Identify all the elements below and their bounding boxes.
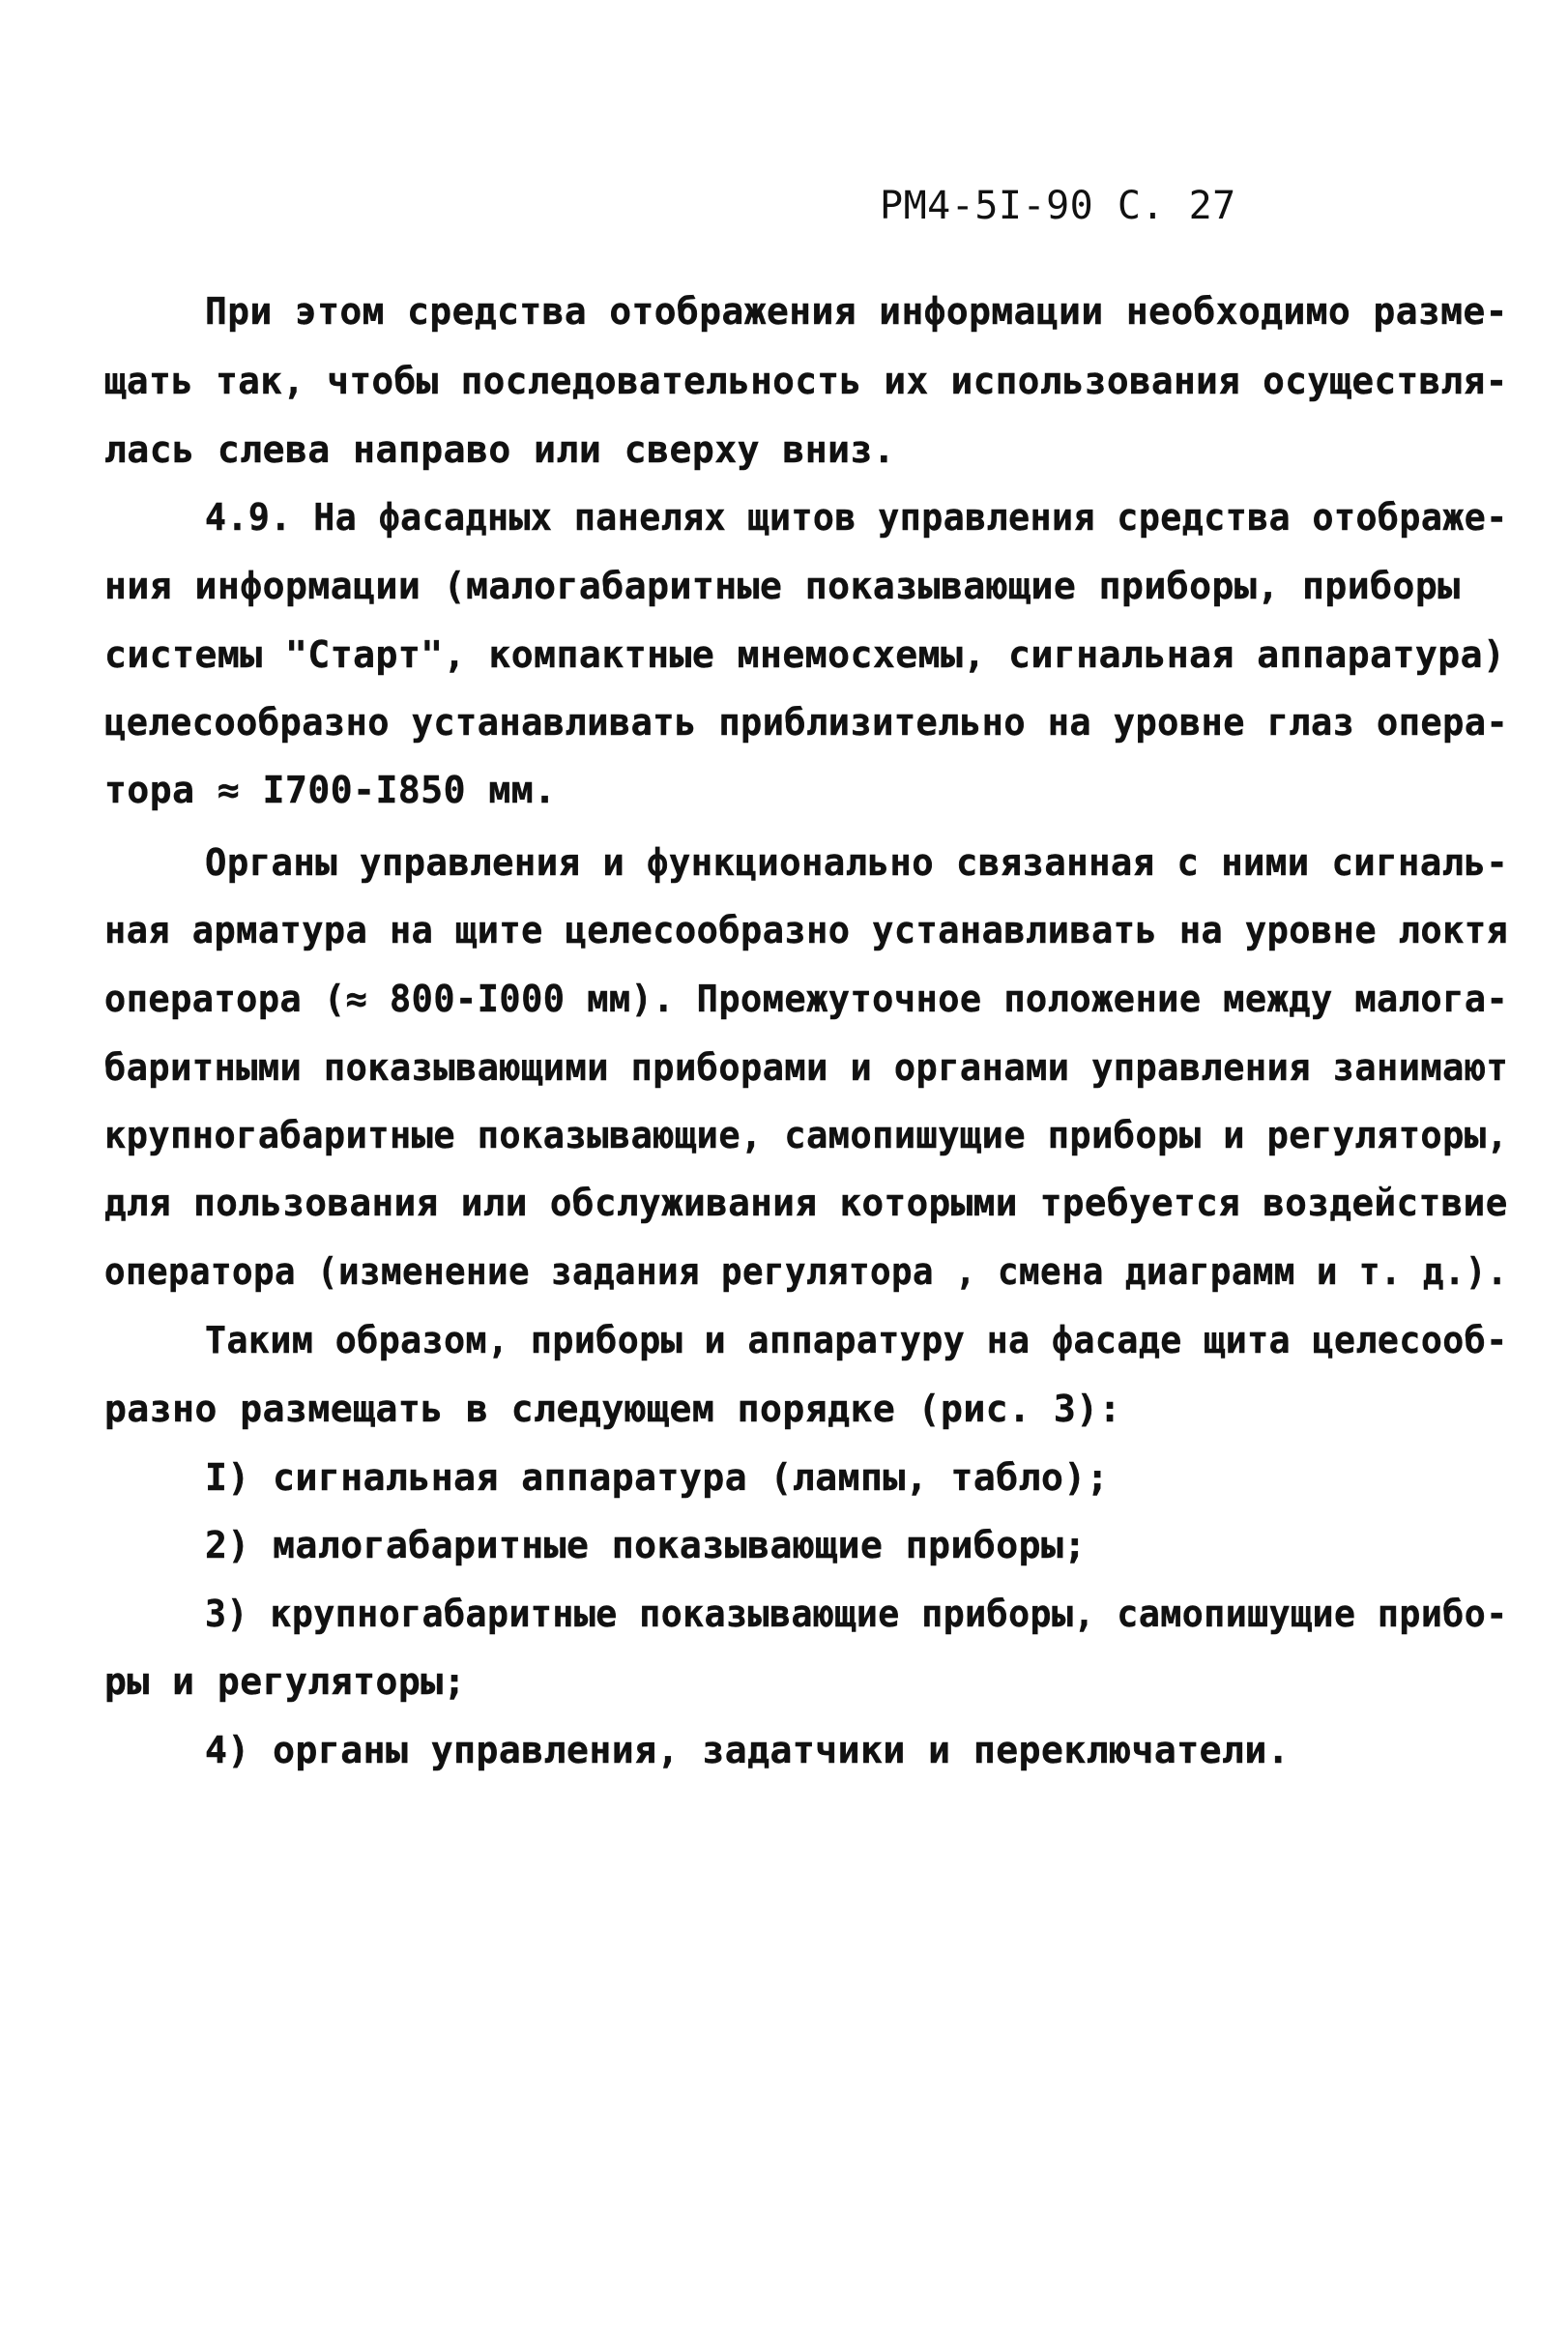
paragraph-3-line-2: ная арматура на щите целесообразно устанавливать на уровне локтя: [104, 909, 1509, 951]
list-item-4: 4) органы управления, задатчики и переключатели.: [205, 1729, 1291, 1771]
paragraph-3-line-5: крупногабаритные показывающие, самопишущие приборы и регуляторы,: [104, 1114, 1509, 1156]
paragraph-3-line-3: оператора (≈ 800-I000 мм). Промежуточное положение между малога-: [104, 978, 1509, 1020]
paragraph-2-line-3: системы "Старт", компактные мнемосхемы, сигнальная аппаратура): [104, 633, 1506, 676]
paragraph-4-line-2: разно размещать в следующем порядке (рис. 3):: [104, 1388, 1122, 1430]
paragraph-1-line-3: лась слева направо или сверху вниз.: [104, 428, 896, 471]
paragraph-2-line-1: 4.9. На фасадных панелях щитов управления средства отображе-: [205, 496, 1508, 539]
paragraph-2-line-5: тора ≈ I700-I850 мм.: [104, 769, 557, 811]
list-item-3-line-2: ры и регуляторы;: [104, 1660, 467, 1703]
paragraph-2-line-4: целесообразно устанавливать приблизительно на уровне глаз опера-: [104, 701, 1509, 744]
paragraph-1-line-2: щать так, чтобы последовательность их использования осуществля-: [104, 360, 1508, 402]
paragraph-4-line-1: Таким образом, приборы и аппаратуру на фасаде щита целесооб-: [205, 1319, 1508, 1361]
paragraph-3-line-1: Органы управления и функционально связанная с ними сигналь-: [205, 841, 1509, 884]
paragraph-3-line-7: оператора (изменение задания регулятора , смена диаграмм и т. д.).: [104, 1250, 1508, 1293]
list-item-3-line-1: 3) крупногабаритные показывающие приборы, самопишущие прибо-: [205, 1593, 1508, 1635]
paragraph-2-line-2: ния информации (малогабаритные показывающие приборы, приборы: [104, 565, 1461, 607]
paragraph-3-line-6: для пользования или обслуживания которыми требуется воздействие: [104, 1182, 1508, 1224]
paragraph-1-line-1: При этом средства отображения информации необходимо разме-: [205, 290, 1508, 333]
paragraph-3-line-4: баритными показывающими приборами и органами управления занимают: [104, 1046, 1509, 1089]
list-item-2: 2) малогабаритные показывающие приборы;: [205, 1524, 1087, 1566]
page-header-doc-code: РМ4-5I-90 С. 27: [880, 184, 1236, 228]
list-item-1: I) сигнальная аппаратура (лампы, табло);: [205, 1456, 1110, 1499]
